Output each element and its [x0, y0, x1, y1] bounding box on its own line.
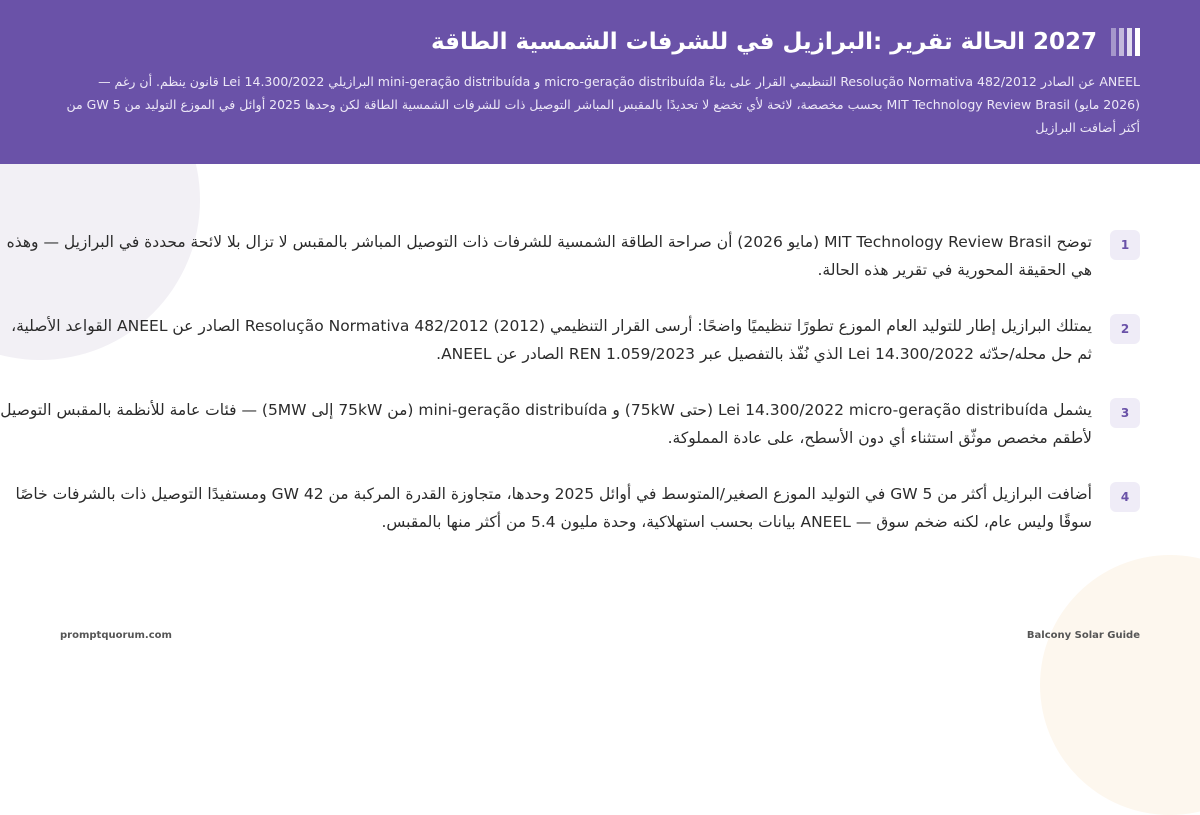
item-text: توضح MIT Technology Review Brasil (مايو 2026) أن صراحة الطاقة الشمسية للشرفات ذات التوصيل المباشر بالمقبس لا تزال بلا لائحة محددة في البرازيل — وهذه هي الحقيقة المحورية في تقرير هذه الحالة.: [6, 233, 1092, 279]
list-item: [0, 480, 1140, 536]
title-row: [431, 28, 1140, 56]
list-item: [0, 396, 1140, 452]
header-banner: [0, 0, 1200, 164]
page-subtitle: ANEEL عن الصادر Resolução Normativa 482/2012 التنظيمي القرار على بناءً micro-geração distribuída و mini-geração distribuída البرازيلي Lei 14.300/2022 قانون ينظم. أن رغم — (2026 مايو) MIT Technology Review Brasil بحسب مخصصة، لائحة لأي تخضع لا تحديدًا بالمقبس المباشر التوصيل ذات للشرفات الشمسية الطاقة لكن وحدها 2025 أوائل في الموزع التوليد من 5 GW من أكثر أضافت البرازيل: [66, 74, 1140, 135]
footer-site-link[interactable]: promptquorum.com: [60, 630, 172, 641]
page-title: 2027 الحالة تقرير :البرازيل في للشرفات الشمسية الطاقة: [430, 29, 1097, 55]
item-text: يمتلك البرازيل إطار للتوليد العام الموزع تطورًا تنظيميًا واضحًا: أرسى القرار التنظيمي Resolução Normativa 482/2012 (2012) الصادر عن ANEEL القواعد الأصلية، ثم حل محله/حدّثه Lei 14.300/2022 الذي نُفّذ بالتفصيل عبر REN 1.059/2023 الصادر عن ANEEL.: [11, 317, 1092, 363]
item-number-badge: 4: [1110, 482, 1140, 512]
bars-logo-icon: [1111, 28, 1140, 56]
item-number-badge: 2: [1110, 314, 1140, 344]
decorative-circle-right: [1040, 555, 1200, 815]
item-number-badge: 3: [1110, 398, 1140, 428]
footer-guide-label: Balcony Solar Guide: [1026, 630, 1140, 641]
list-item: [0, 312, 1140, 368]
list-item: [0, 228, 1140, 284]
item-text: أضافت البرازيل أكثر من 5 GW في التوليد الموزع الصغير/المتوسط في أوائل 2025 وحدها، متجاوزة القدرة المركبة من 42 GW ومستفيدًا التوصيل ذات بالشرفات خاصًا سوقًا وليس عام، لكنه ضخم سوق — ANEEL بيانات بحسب استهلاكية، وحدة مليون 5.4 من أكثر منها بالمقبس.: [15, 485, 1092, 531]
item-number-badge: 1: [1110, 230, 1140, 260]
item-text: يشمل Lei 14.300/2022 micro-geração distribuída (حتى 75kW) و mini-geração distribuída (من 75kW إلى 5MW) — فئات عامة للأنظمة بالمقبس التوصيل لأطقم مخصص موثّق استثناء أي دون الأسطح، على عادة المملوكة.: [0, 401, 1092, 447]
